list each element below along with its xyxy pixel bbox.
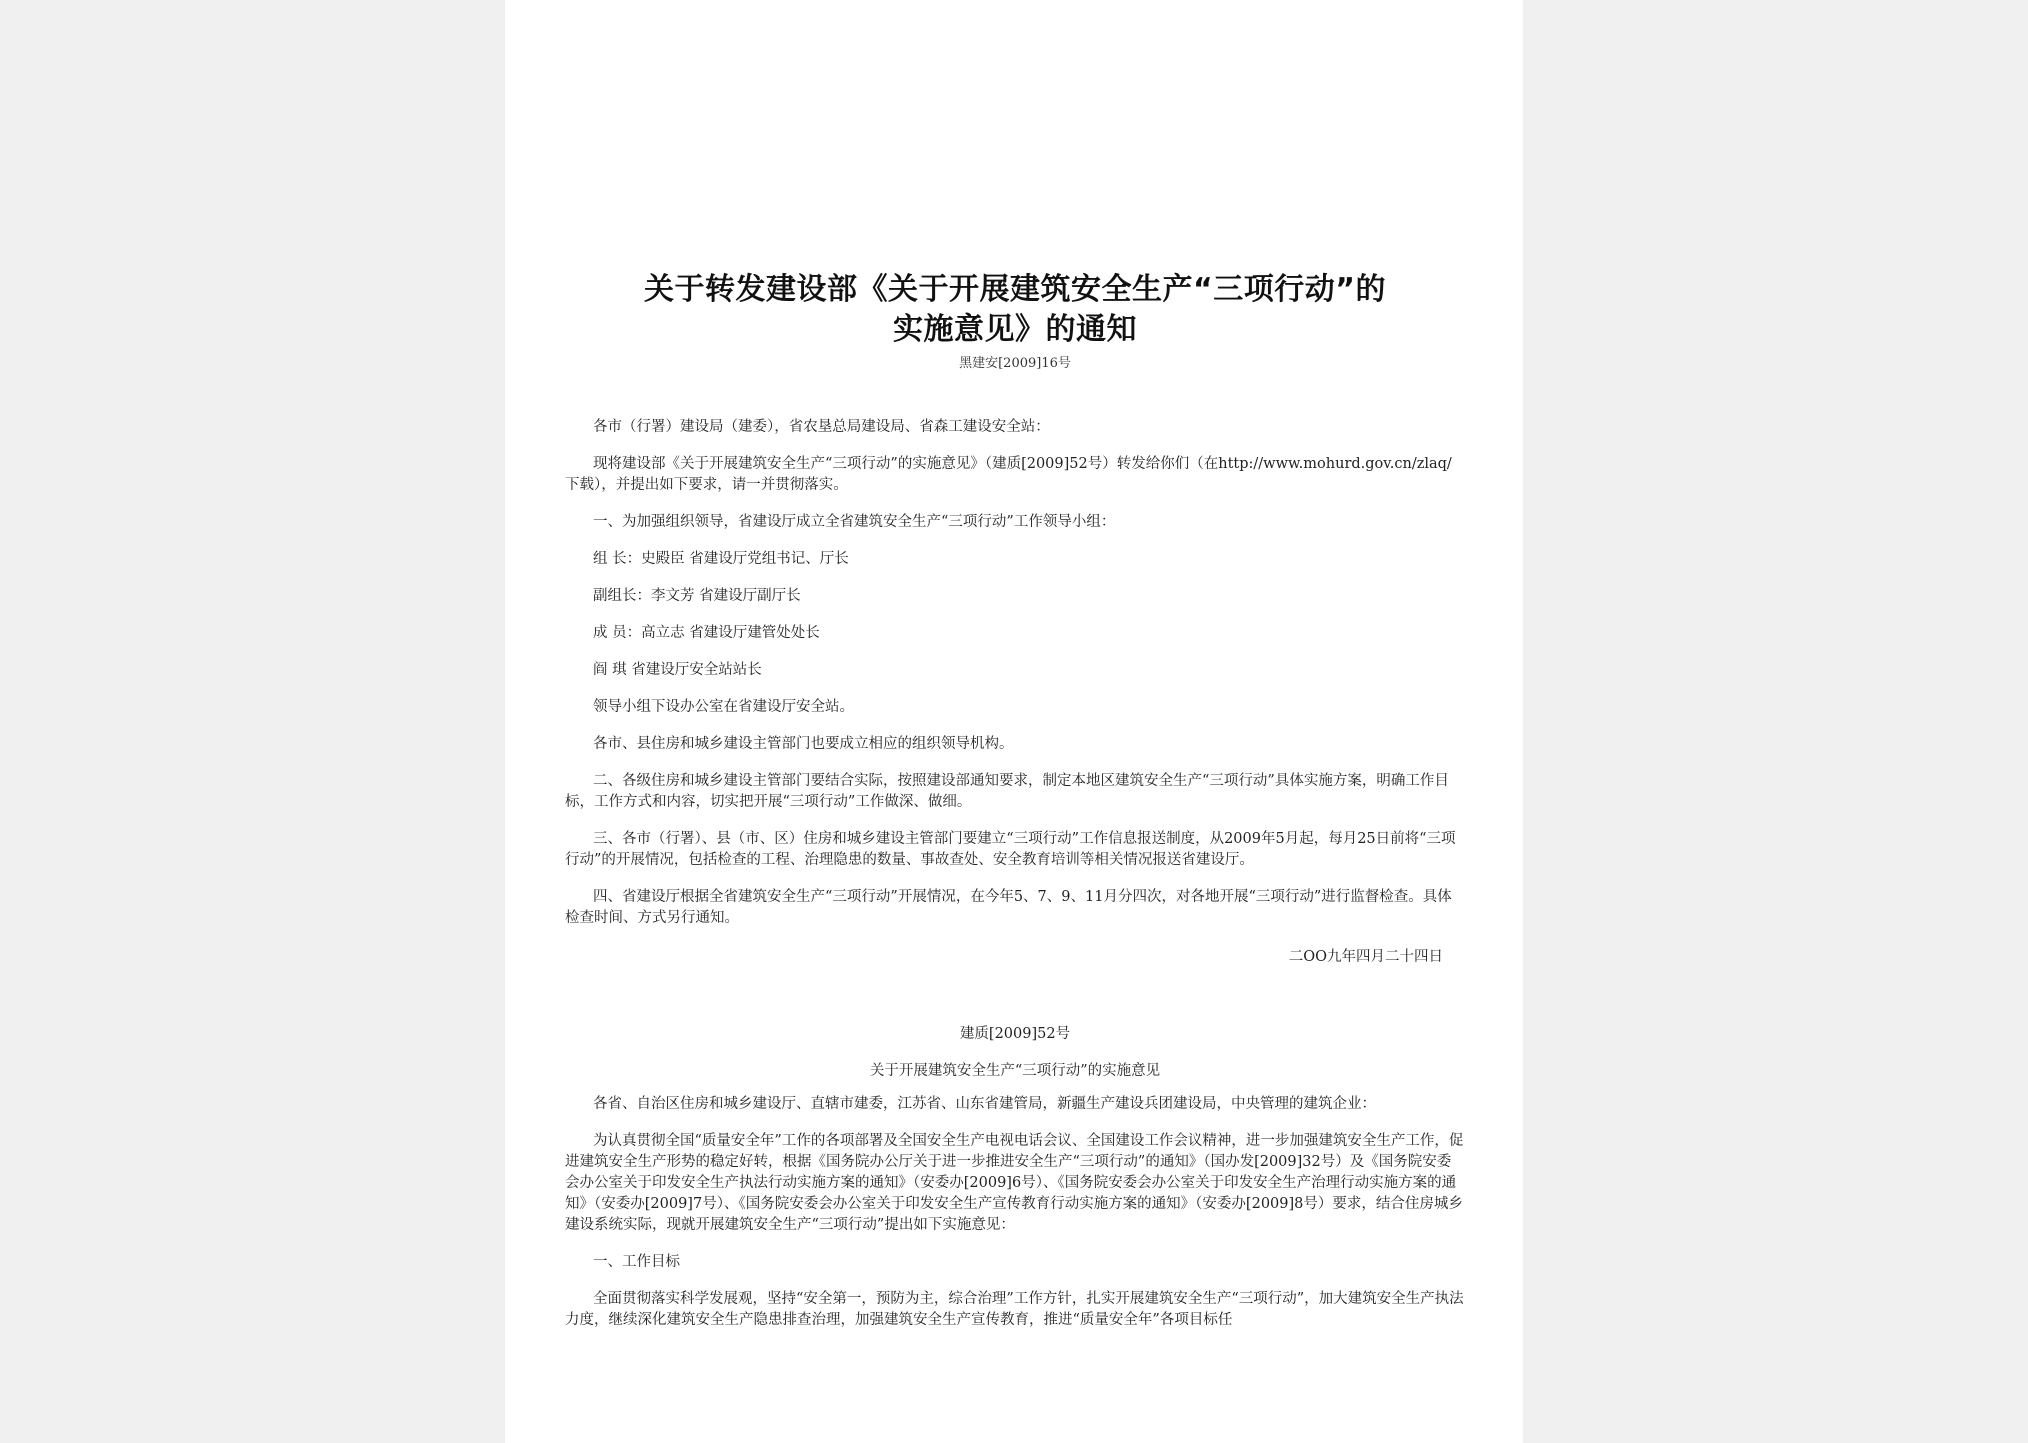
item-2: 二、各级住房和城乡建设主管部门要结合实际，按照建设部通知要求，制定本地区建筑安全生产“三项行动”具体实施方案，明确工作目标，工作方式和内容，切实把开展“三项行动”工作做深、做细。	[565, 773, 1449, 810]
item-1: 一、为加强组织领导，省建设厅成立全省建筑安全生产“三项行动”工作领导小组：	[593, 514, 1116, 530]
local-org-line: 各市、县住房和城乡建设主管部门也要成立相应的组织领导机构。	[593, 736, 1014, 752]
document-page	[505, 0, 1523, 1443]
addressee: 各市（行署）建设局（建委），省农垦总局建设局、省森工建设安全站：	[593, 419, 1050, 435]
document-number: 黑建安[2009]16号	[959, 356, 1071, 371]
attachment-title: 关于开展建筑安全生产“三项行动”的实施意见	[869, 1063, 1161, 1079]
attachment-paragraph-1: 为认真贯彻全国“质量安全年”工作的各项部署及全国安全生产电视电话会议、全国建设工作会议精神，进一步加强建筑安全生产工作，促进建筑安全生产形势的稳定好转，根据《国务院办公厅关于进一步推进安全生产“三项行动”的通知》（国办发[2009]32号）及《国务院安委会办公室关于印发安全生产执法行动实施方案的通知》（安委办[2009]6号）、《国务院安委会办公室关于印发安全生产治理行动实施方案的通知》（安委办[2009]7号）、《国务院安委会办公室关于印发安全生产宣传教育行动实施方案的通知》（安委办[2009]8号）要求，结合住房城乡建设系统实际，现就开展建筑安全生产“三项行动”提出如下实施意见：	[565, 1133, 1464, 1233]
issue-date: 二OO九年四月二十四日	[1288, 949, 1443, 965]
document-title	[565, 270, 1465, 350]
leader-line: 组 长：史殿臣 省建设厅党组书记、厅长	[593, 551, 849, 567]
title-line-1: 关于转发建设部《关于开展建筑安全生产“三项行动”的	[644, 272, 1386, 307]
document-content	[565, 270, 1465, 1347]
intro-paragraph: 现将建设部《关于开展建筑安全生产“三项行动”的实施意见》（建质[2009]52号）转发给你们（在http://www.mohurd.gov.cn/zlaq/下载），并提出如下要求，请一并贯彻落实。	[565, 456, 1452, 493]
vice-leader-line: 副组长：李文芳 省建设厅副厅长	[593, 588, 801, 604]
attachment-doc-number: 建质[2009]52号	[959, 1026, 1071, 1042]
attachment-section-1-heading: 一、工作目标	[593, 1254, 680, 1270]
item-3: 三、各市（行署）、县（市、区）住房和城乡建设主管部门要建立“三项行动”工作信息报送制度，从2009年5月起，每月25日前将“三项行动”的开展情况，包括检查的工程、治理隐患的数量、事故查处、安全教育培训等相关情况报送省建设厅。	[565, 831, 1456, 868]
member-line-2: 阎 琪 省建设厅安全站站长	[593, 662, 762, 678]
attachment-addressee: 各省、自治区住房和城乡建设厅、直辖市建委，江苏省、山东省建管局，新疆生产建设兵团建设局，中央管理的建筑企业：	[593, 1096, 1376, 1112]
item-4: 四、省建设厅根据全省建筑安全生产“三项行动”开展情况，在今年5、7、9、11月分四次，对各地开展“三项行动”进行监督检查。具体检查时间、方式另行通知。	[565, 889, 1452, 926]
member-line-1: 成 员：高立志 省建设厅建管处处长	[593, 625, 820, 641]
title-line-2: 实施意见》的通知	[893, 312, 1137, 347]
attachment-paragraph-2: 全面贯彻落实科学发展观，坚持“安全第一，预防为主，综合治理”工作方针，扎实开展建筑安全生产“三项行动”，加大建筑安全生产执法力度，继续深化建筑安全生产隐患排查治理，加强建筑安全生产宣传教育，推进“质量安全年”各项目标任	[565, 1291, 1464, 1328]
office-line: 领导小组下设办公室在省建设厅安全站。	[593, 699, 854, 715]
